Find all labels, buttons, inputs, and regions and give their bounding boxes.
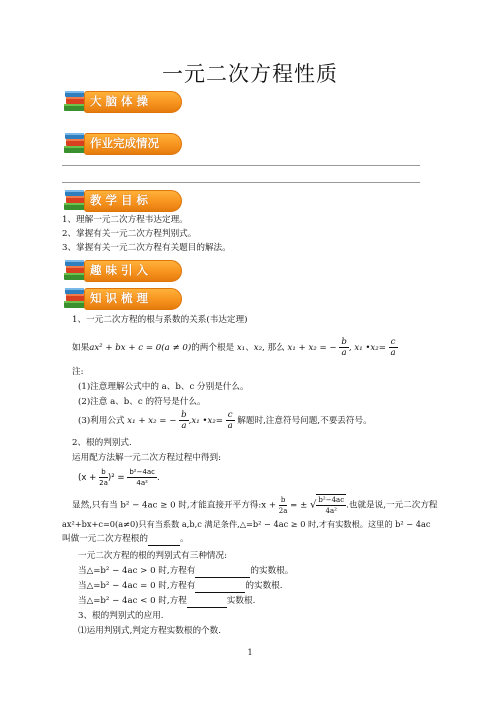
section-brain-header	[62, 88, 182, 114]
paragraph: 运用配方法解一元二次方程过程中得到:	[72, 453, 221, 463]
case-item: 当△=b² − 4ac > 0 时,方程有 的实数根。	[78, 566, 294, 576]
sqrt-icon: √	[310, 499, 317, 511]
section-knowledge-header	[62, 285, 182, 311]
section-title: 作业完成情况	[90, 136, 159, 150]
divider	[62, 165, 420, 166]
note-item-formula: (3)利用公式 x₁ + x₂ = − $\frac{b}{a}$ ,x₁ •x₂= $\frac{c}{a}$ 解题时,注意符号问题,不要丢符号。	[78, 410, 372, 431]
paragraph: ax²+bx+c=0(a≠0)只有当系数 a,b,c 满足条件,△=b² − 4ac ≥ 0 时,才有实数根。这里的 b² − 4ac	[62, 519, 431, 529]
paragraph: 一元二次方程的根的判别式有三种情况:	[78, 551, 227, 561]
section-homework-header	[62, 130, 182, 156]
goal-item: 1、理解一元二次方程韦达定理。	[62, 215, 188, 225]
vieta-formula-line: 如果ax² + bx + c = 0(a ≠ 0)的两个根是 x₁、x₂, 那么 x₁ + x₂ = − $\frac{b}{a}$ , x₁ •x₂= $\frac{c}{a}$	[72, 337, 396, 358]
section-title: 教 学 目 标	[90, 193, 149, 207]
note-label: 注:	[72, 367, 84, 377]
heading-application: 3、根的判别式的应用.	[78, 611, 164, 621]
completed-square-formula: (x + $\frac{b}{2a}$ )² = $\frac{\text{b²−4ac}}{\text{4a²}}$ .	[78, 468, 160, 487]
page-title: 一元二次方程性质	[162, 62, 338, 86]
section-goals-header	[62, 187, 182, 213]
note-item: (1)注意理解公式中的 a、b、c 分别是什么。	[78, 382, 249, 392]
paragraph-sqrt: 显然,只有当 b² − 4ac ≥ 0 时,才能直接开平方得:x + $\frac{b}{2a}$ = ± √ $\frac{\text{b²−4ac}}{\text{4a²}}$ .也就是说,一元二次方程	[72, 495, 438, 515]
fill-blank	[187, 595, 227, 608]
page-number: 1	[247, 648, 253, 657]
paragraph: ⑴运用判别式,判定方程实数根的个数.	[78, 626, 221, 636]
fraction-c-over-a: $\frac{c}{a}$	[227, 410, 233, 431]
section-title: 大 脑 体 操	[90, 94, 149, 108]
goal-item: 3、掌握有关一元二次方程有关题目的解法。	[62, 243, 231, 253]
note-item: (2)注意 a、b、c 的符号是什么。	[78, 397, 206, 407]
case-item: 当△=b² − 4ac < 0 时,方程 实数根.	[78, 596, 256, 606]
goal-item: 2、掌握有关一元二次方程判别式。	[62, 229, 197, 239]
heading-discriminant: 2、根的判别式.	[72, 438, 132, 448]
fill-blank	[195, 565, 250, 578]
section-title: 趣 味 引 入	[90, 263, 149, 277]
case-item: 当△=b² − 4ac = 0 时,方程有 的实数根.	[78, 581, 283, 591]
fill-blank	[195, 580, 245, 593]
divider	[62, 182, 420, 183]
fraction-b-over-a: $\frac{b}{a}$	[181, 410, 187, 431]
fraction-c-over-a: $\frac{c}{a}$	[390, 337, 396, 358]
fill-blank	[148, 533, 180, 546]
fraction-b-over-a: $\frac{b}{a}$	[341, 337, 347, 358]
heading-vieta: 1、一元二次方程的根与系数的关系(韦达定理)	[72, 315, 248, 325]
section-title: 知 识 梳 理	[90, 291, 149, 305]
section-fun-header	[62, 257, 182, 283]
paragraph: 叫做一元二次方程根的 。	[62, 534, 189, 544]
